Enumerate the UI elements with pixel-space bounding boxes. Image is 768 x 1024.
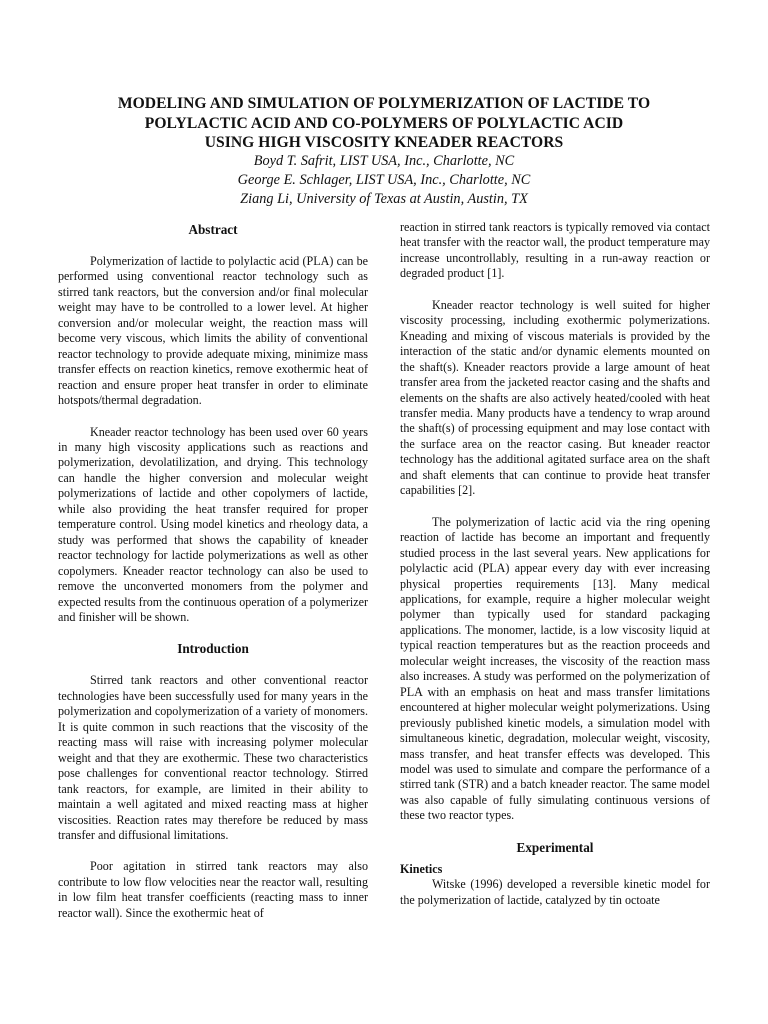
kinetics-paragraph: Witske (1996) developed a reversible kinetic model for the polymerization of lactide, catalyzed by tin octoate (400, 877, 710, 907)
right-column (400, 220, 710, 924)
body-paragraph: Kneader reactor technology is well suited for higher viscosity processing, including exothermic polymerizations. Kneading and mixing of viscous materials is provided by the interaction of the static and/or dynamic elements mounted on the shaft(s). Kneader reactors provide a large amount of heat transfer area from the jacketed reactor casing and the shafts and elements on the shafts are also actively heated/cooled with heat transfer media. Many products have a tendency to wrap around the shaft(s) of processing equipment and may lose contact with the surface area on the reactor casing. But kneader reactor technology has the additional agitated surface area on the shaft and shaft elements that can continue to provide heat transfer capabilities [2]. (400, 297, 710, 498)
paper-title (60, 94, 708, 153)
abstract-heading: Abstract (188, 222, 238, 237)
title-line: POLYLACTIC ACID AND CO-POLYMERS OF POLYLACTIC ACID (144, 114, 624, 132)
body-paragraph: The polymerization of lactic acid via the ring opening reaction of lactide has become an important and frequently studied process in the last several years. New applications for polylactic acid (PLA) appear every day with ever increasing physical properties requirements [13]. Many medical applications, for example, require a higher molecular weight polymer than typically used for standard packaging applications. The monomer, lactide, is a low viscosity liquid at typical reaction temperatures but as the reaction proceeds and molecular weight increases, the viscosity of the reaction mass also increases. A study was performed on the polymerization of PLA with an emphasis on heat and mass transfer limitations encountered at higher molecular weight polymerizations. Using previously published kinetic models, a simulation model with simultaneous kinetic, degradation, molecular weight, viscosity, mass transfer, and heat transfer effects was developed. This model was used to simulate and compare the performance of a stirred tank (STR) and a batch kneader reactor. The same model was also capable of fully simulating continuous versions of these two reactor types. (400, 514, 710, 823)
experimental-heading: Experimental (516, 839, 594, 855)
abstract-paragraph: Polymerization of lactide to polylactic acid (PLA) can be performed using conventional reactor technology such as stirred tank reactors, but the conversion and/or final molecular weight may have to be controlled to a lower level. At higher conversion and/or molecular weight, the reaction mass will become very viscous, which limits the ability of conventional reactor technology to provide adequate mixing, minimize mass transfer effects on reaction kinetics, remove exothermic heat of reaction and ensure proper heat transfer in order to eliminate hotspots/thermal degradation. (58, 254, 368, 408)
abstract-paragraph: Kneader reactor technology has been used over 60 years in many high viscosity applications such as reactions and polymerization, devolatilization, and drying. This technology can handle the higher conversion and molecular weight polymerizations of lactide and other copolymers of lactide, while also providing the heat transfer required for proper temperature control. Using model kinetics and rheology data, a study was performed that shows the capability of kneader reactor technology for lactide polymerizations as well as other copolymers. Kneader reactor technology can also be used to remove the unconverted monomers from the polymer and expected results from the continuous operation of a polymerizer and finisher will be shown. (58, 424, 368, 624)
author-list (60, 152, 708, 209)
body-paragraph: reaction in stirred tank reactors is typically removed via contact heat transfer with the reactor wall, the product temperature may increase uncontrollably, resulting in a run-away reaction or degraded product [1]. (400, 220, 710, 281)
title-line: USING HIGH VISCOSITY KNEADER REACTORS (204, 134, 564, 151)
author-line: Boyd T. Safrit, LIST USA, Inc., Charlotte, NC (253, 153, 515, 169)
introduction-heading: Introduction (177, 641, 249, 657)
author-line: Ziang Li, University of Texas at Austin, Austin, TX (240, 191, 528, 207)
introduction-paragraph: Stirred tank reactors and other conventional reactor technologies have been successfully used for many years in the polymerization and copolymerization of a variety of monomers. It is quite common in such reactions that the viscosity of the reacting mass will raise with increasing polymer molecular weight and that they are exothermic. These two characteristics pose challenges for conventional reactor technology. Stirred tank reactors, for example, are limited in their ability to maintain a well agitated and mixed reacting mass at higher viscosities. Reaction rates may therefore be reduced by mass transfer and diffusional limitations. (58, 673, 368, 842)
kinetics-subheading: Kinetics (400, 861, 443, 876)
introduction-paragraph: Poor agitation in stirred tank reactors may also contribute to low flow velocities near the reactor wall, resulting in low film heat transfer coefficients (reacting mass to inner reactor wall). Since the exothermic heat of (58, 859, 368, 920)
author-line: George E. Schlager, LIST USA, Inc., Charlotte, NC (237, 172, 531, 188)
left-column (58, 222, 368, 937)
title-line: MODELING AND SIMULATION OF POLYMERIZATION OF LACTIDE TO (117, 95, 651, 112)
